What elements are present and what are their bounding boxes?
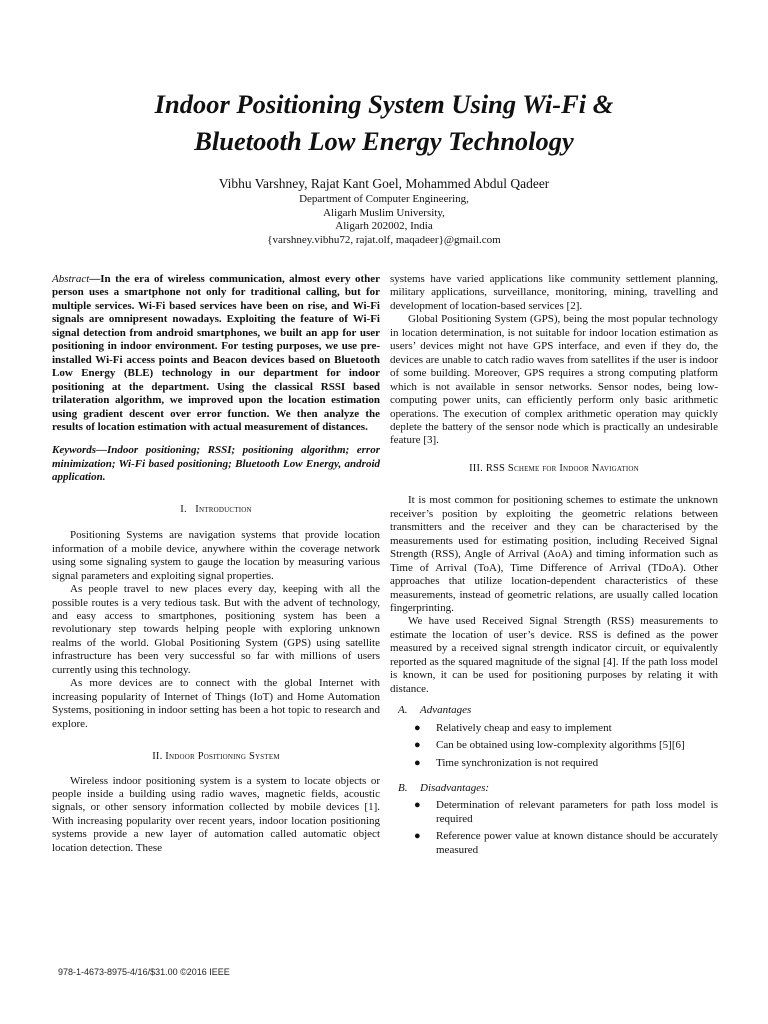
list-item: ● Can be obtained using low-complexity algorithms [5][6] [414,739,685,752]
intro-paragraph-1: Positioning Systems are navigation systems that provide location information of a mobile device, anywhere within the coverage network using some signaling system to gauge the location by measuring various signal parameters and exploiting signal properties. [52,529,380,582]
intro-paragraph-3: As more devices are to connect with the global Internet with increasing popularity of Internet of Things (IoT) and Home Automation Systems, positioning in indoor setting has been a hot topic to research and explore. [52,677,380,730]
affiliation [0,193,768,247]
gps-paragraph: Global Positioning System (GPS), being the most popular technology in location determination, is not suitable for indoor location estimation as users’ devices might not have GPS interface, and even if they do, the devices are unable to catch radio waves from satellites if the user is indoor of some building. Moreover, GPS requires a strong computing platform which is not available in sensor networks. Sensor nodes, being low-computing power units, can efficiently perform only basic arithmetic operations. The execution of complex arithmetic operation may quickly deplete the battery of the sensor node which is practically an undesirable feature [3]. [390,313,718,447]
keywords-text: —Indoor positioning; RSSI; positioning algorithm; error minimization; Wi-Fi based positioning; Bluetooth Low Energy, android application. [52,444,380,484]
disadvantages-list [390,799,718,857]
abstract-label: Abstract [52,273,90,285]
rss-paragraph-1: It is most common for positioning schemes to estimate the unknown receiver’s position by exploiting the geometric relations between transmitters and the receiver and they can be characterised by the measurements used for estimating position, including Received Signal Strength (RSS), Angle of Arrival (AoA) and timing information such as Time of Arrival (ToA), Time Difference of Arrival (TDoA). Other approaches that utilize location-dependent characteristics of these measurements, instead of geometric relations, are usually called location fingerprinting. [390,494,718,614]
subsection-advantages: A. Advantages [398,704,472,717]
affiliation-department: Department of Computer Engineering, [299,193,469,205]
bullet-icon: ● [414,721,421,734]
bullet-icon: ● [414,830,421,843]
subsection-disadvantages: B. Disadvantages: [398,781,490,794]
author-list: Vibhu Varshney, Rajat Kant Goel, Mohammed Abdul Qadeer [218,176,550,191]
paper-title [0,86,768,160]
advantages-list [390,722,718,770]
bullet-icon: ● [414,739,421,752]
ips-paragraph-1: Wireless indoor positioning system is a system to locate objects or people inside a building using radio waves, magnetic fields, acoustic signals, or other sensory information collected by mobile devices [1]. With increasing popularity over recent years, indoor location positioning systems provide a new layer of automation called automatic object location detection. These [52,774,380,854]
list-item: ● Relatively cheap and easy to implement [414,721,612,734]
affiliation-city: Aligarh 202002, India [335,220,433,232]
ips-paragraph-continued: systems have varied applications like community settlement planning, military applications, surveillance, monitoring, mining, travelling and development of location-based services [2]. [390,273,718,312]
rss-paragraph-2: We have used Received Signal Strength (RSS) measurements to estimate the location of user’s device. RSS is defined as the power measured by a received signal strength indicator circuit, or equivalently reported as the squared magnitude of the signal [4]. If the path loss model is known, it can be used for positioning purposes by relating it with distance. [390,615,718,695]
keywords [52,444,380,484]
left-column [52,273,380,855]
abstract-text: —In the era of wireless communication, almost every other person uses a smartphone not only for traditional calling, but for multiple services. Wi-Fi based services have been on rise, and Wi-Fi signals are omnipresent nowadays. Exploiting the feature of Wi-Fi signal detection from android smartphones, we built an app for user positioning in indoor environment. For testing purposes, we use pre-installed Wi-Fi access points and Beacon devices based on Bluetooth Low Energy (BLE) technology in our department for indoor positioning at the department. Using the classical RSSI based trilateration algorithm, we improved upon the location estimation using gradient descent over error function. We then analyze the results of location estimation with actual measurement of distances. [52,273,380,433]
keywords-label: Keywords [52,444,96,457]
abstract [52,273,380,434]
intro-paragraph-2: As people travel to new places every day, keeping with all the possible routes is a very tedious task. But with the advent of technology, and easy access to smartphones, positioning system has been a revolutionary step towards helping people with exploring unknown realms of the world. Global Positioning System (GPS) using satellite infrastructure has been very successful so far with millions of users currently using this technology. [52,583,380,676]
list-item: ● Reference power value at known distance should be accurately measured [414,830,718,856]
title-line-2: Bluetooth Low Energy Technology [194,126,574,156]
section-heading-introduction: I. Introduction [180,503,252,515]
right-column [390,273,718,861]
list-item: ● Time synchronization is not required [414,756,599,769]
affiliation-university: Aligarh Muslim University, [323,206,445,219]
list-item: ● Determination of relevant parameters for path loss model is required [414,799,718,825]
title-line-1: Indoor Positioning System Using Wi-Fi & [154,89,614,119]
section-heading-indoor-positioning: II. Indoor Positioning System [152,751,280,763]
affiliation-email: {varshney.vibhu72, rajat.olf, maqadeer}@gmail.com [267,233,501,246]
bullet-icon: ● [414,799,421,812]
copyright-footer: 978-1-4673-8975-4/16/$31.00 ©2016 IEEE [58,967,230,977]
section-heading-rss-scheme: III. RSS Scheme for Indoor Navigation [469,462,639,474]
bullet-icon: ● [414,756,421,769]
